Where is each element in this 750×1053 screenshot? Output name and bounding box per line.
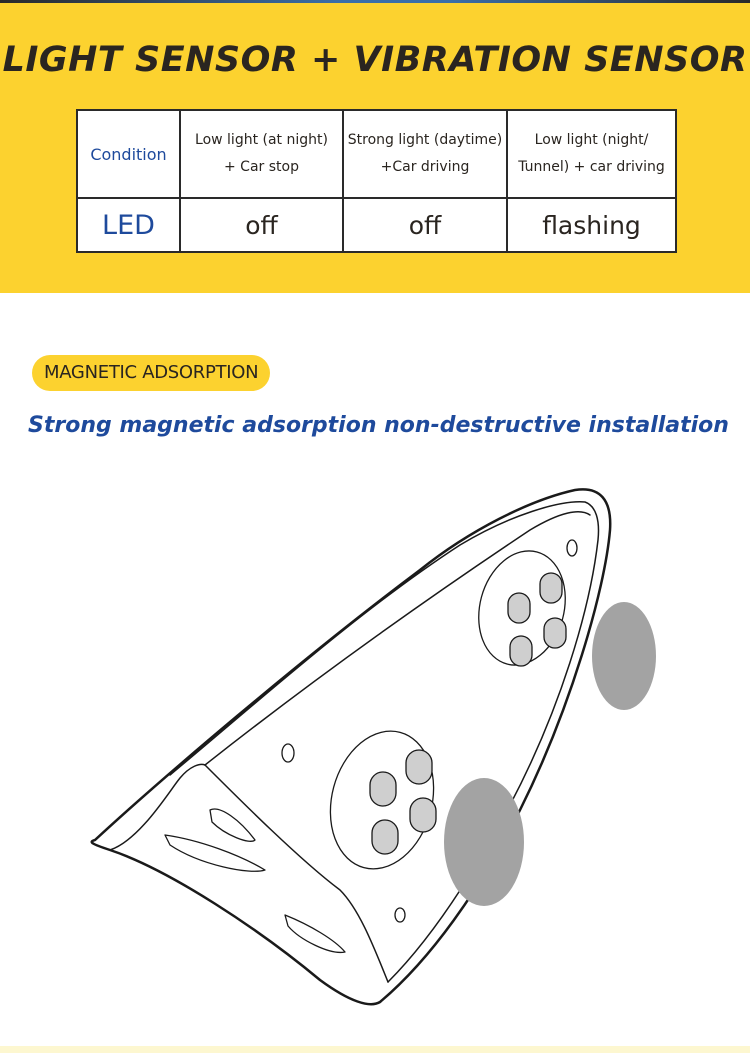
- condition-row-label: Condition: [77, 110, 180, 198]
- condition-3-line2: Tunnel) + car driving: [518, 159, 665, 175]
- magnet-disc-lower: [444, 778, 524, 906]
- led-row-label: LED: [77, 198, 180, 252]
- nose-slot-1: [165, 835, 265, 871]
- shell-outer-outline: [92, 489, 610, 1004]
- condition-1-line2: + Car stop: [224, 159, 299, 175]
- page-title: LIGHT SENSOR + VIBRATION SENSOR: [2, 40, 748, 80]
- shark-fin-magnet-illustration-icon: [0, 460, 750, 1040]
- table-cell-led-1: off: [180, 198, 343, 252]
- stud-cluster-lower: [370, 750, 436, 854]
- mount-hole-1: [567, 540, 577, 556]
- table-cell-led-3: flashing: [507, 198, 676, 252]
- nose-slot-2: [210, 809, 255, 841]
- table-cell-condition-3: [507, 110, 676, 198]
- top-decor-strip: [0, 0, 750, 3]
- section-badge: MAGNETIC ADSORPTION: [32, 355, 270, 391]
- table-cell-condition-2: [343, 110, 507, 198]
- table-row-led: [77, 198, 676, 252]
- condition-table: [76, 109, 677, 253]
- base-plate-edge: [205, 512, 590, 765]
- mount-hole-2: [282, 744, 294, 762]
- nose-slot-3: [285, 915, 345, 952]
- condition-2-line2: +Car driving: [380, 159, 470, 175]
- bottom-band: [0, 1046, 750, 1053]
- condition-2-line1: Strong light (daytime): [347, 132, 503, 148]
- section-subtitle: Strong magnetic adsorption non-destructive installation: [28, 413, 729, 438]
- table-row-conditions: [77, 110, 676, 198]
- table-cell-led-2: off: [343, 198, 507, 252]
- base-front-edge: [205, 765, 388, 982]
- top-banner: [0, 0, 750, 293]
- condition-1-line1: Low light (at night): [195, 132, 328, 148]
- shell-nose-curve: [110, 764, 205, 850]
- stud-cluster-upper: [508, 573, 566, 666]
- mount-hole-3: [395, 908, 405, 922]
- magnet-disc-upper: [592, 602, 656, 710]
- table-cell-condition-1: [180, 110, 343, 198]
- condition-3-line1: Low light (night/: [534, 132, 649, 148]
